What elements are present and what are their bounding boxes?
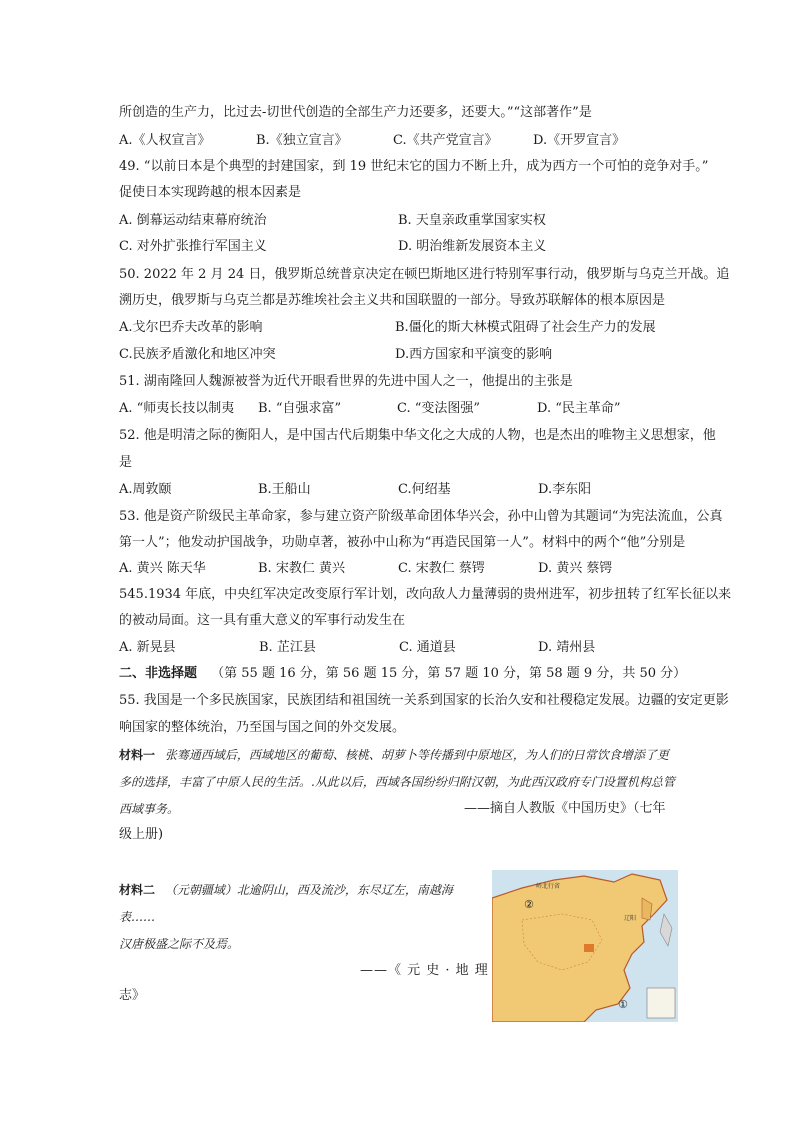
q53-option-c: C. 宋教仁 蔡锷 [398,561,485,576]
map-region-label-1: 岭北行省 [536,883,561,890]
material-2-source-2: 志》 [119,988,146,1003]
q50-option-b: B.僵化的斯大林模式阻碍了社会生产力的发展 [395,320,656,335]
q48-text: 所创造的生产力，比过去-切世代创造的全部生产力还要多，还要大。”“这部著作”是 [119,105,592,120]
q50-option-d: D.西方国家和平演变的影响 [395,347,553,362]
q50-option-c: C.民族矛盾激化和地区冲突 [119,347,276,362]
q49-text-1: 49. “以前日本是个典型的封建国家，到 19 世纪末它的国力不断上升，成为西方一个可怕的竞争对手。” [119,159,709,174]
map-region-label-2: 辽阳 [624,915,637,922]
q53-text-1: 53. 他是资产阶级民主革命家，参与建立资产阶级革命团体华兴会，孙中山曾为其题词“为宪法流血，公真 [119,509,723,524]
q55-text-2: 响国家的整体统治，乃至国与国之间的外交发展。 [119,720,406,735]
q49-option-b: B. 天皇亲政重掌国家实权 [398,213,546,228]
material-1-source-1: ——摘自人教版《中国历史》（七年 [464,801,666,816]
material-1-label: 材料一 [119,748,156,762]
q51-option-b: B. “自强求富” [258,401,342,416]
q55-text-1: 55. 我国是一个多民族国家，民族团结和祖国统一关系到国家的长治久安和社稷稳定发展。边疆的安定更影 [119,693,729,708]
q54-option-a: A. 新晃县 [119,640,176,655]
material-2-label: 材料二 [119,883,156,897]
q48-option-d: D.《开罗宣言》 [533,133,626,148]
q51-option-c: C. “变法图强” [397,401,481,416]
q53-option-b: B. 宋教仁 黄兴 [258,561,345,576]
material-1-line-1 [119,746,669,764]
q48-option-c: C.《共产党宣言》 [393,133,498,148]
material-2-source-1: ——《 元 史 · 地 理 [360,963,489,978]
q53-text-2: 第一人”；他发动护国战争，功勋卓著，被孙中山称为“再造民国第一人”。材料中的两个“他”分别是 [119,535,686,550]
material-2-text-3: 汉唐极盛之际不及焉。 [119,937,240,951]
q53-option-a: A. 黄兴 陈天华 [119,561,206,576]
q52-text-1: 52. 他是明清之际的衡阳人，是中国古代后期集中华文化之大成的人物，也是杰出的唯物主义思想家，他 [119,428,716,443]
map-capital-region [584,944,594,952]
q51-option-a: A. “师夷长技以制夷 [119,401,235,416]
q50-text-1: 50. 2022 年 2 月 24 日，俄罗斯总统普京决定在顿巴斯地区进行特别军事行动，俄罗斯与乌克兰开战。追 [119,267,730,282]
q49-option-d: D. 明治维新发展资本主义 [398,239,547,254]
material-1-text-1: 张骞通西域后，西域地区的葡萄、核桃、胡萝卜等传播到中原地区，为人们的日常饮食增添了更 [164,748,669,762]
q53-option-d: D. 黄兴 蔡锷 [538,561,613,576]
q49-option-a: A. 倒幕运动结束幕府统治 [119,213,267,228]
q54-option-b: B. 芷江县 [259,640,316,655]
material-2-text-2: 表…… [119,910,156,924]
q48-option-a: A.《人权宣言》 [119,133,211,148]
q52-option-a: A.周敦颐 [119,482,172,497]
q50-text-2: 溯历史，俄罗斯与乌克兰都是苏维埃社会主义共和国联盟的一部分。导致苏联解体的根本原因是 [119,293,666,308]
yuan-dynasty-map [492,870,678,1022]
map-marker-1: ① [618,998,628,1011]
q54-option-d: D. 靖州县 [538,640,596,655]
material-1-text-2: 多的选择，丰富了中原人民的生活。.从此以后，西域各国纷纷归附汉朝，为此西汉政府专门设置机构总管 [119,775,675,789]
q51-text: 51. 湖南隆回人魏源被誉为近代开眼看世界的先进中国人之一，他提出的主张是 [119,374,573,389]
map-graphic [492,870,678,1022]
q51-option-d: D. “民主革命” [537,401,621,416]
map-marker-2: ② [524,898,534,911]
q49-text-2: 促使日本实现跨越的根本因素是 [119,185,302,200]
section2-note: （第 55 题 16 分，第 56 题 15 分，第 57 题 10 分，第 58 题 9 分，共 50 分） [211,666,687,681]
section2-heading [119,665,686,683]
q54-text-1: 545.1934 年底，中央红军决定改变原行军计划，改向敌人力量薄弱的贵州进军，初步扭转了红军长征以来 [119,587,732,602]
q49-option-c: C. 对外扩张推行军国主义 [119,239,267,254]
section2-title: 二、非选择题 [119,666,198,681]
q50-option-a: A.戈尔巴乔夫改革的影响 [119,320,263,335]
material-1-text-3: 西域事务。 [119,802,180,816]
map-inset [647,988,675,1018]
q52-option-d: D.李东阳 [538,482,592,497]
q52-text-2: 是 [119,455,133,470]
material-2-text-1: （元朝疆域）北逾阴山，西及流沙，东尽辽左，南越海 [164,883,453,897]
material-2-line-1 [119,881,453,899]
q52-option-c: C.何绍基 [398,482,451,497]
q54-option-c: C. 通道县 [399,640,456,655]
q48-option-b: B.《独立宣言》 [256,133,348,148]
material-1-source-2: 级上册) [119,827,164,842]
q52-option-b: B.王船山 [258,482,311,497]
q54-text-2: 的被动局面。这一具有重大意义的军事行动发生在 [119,613,406,628]
